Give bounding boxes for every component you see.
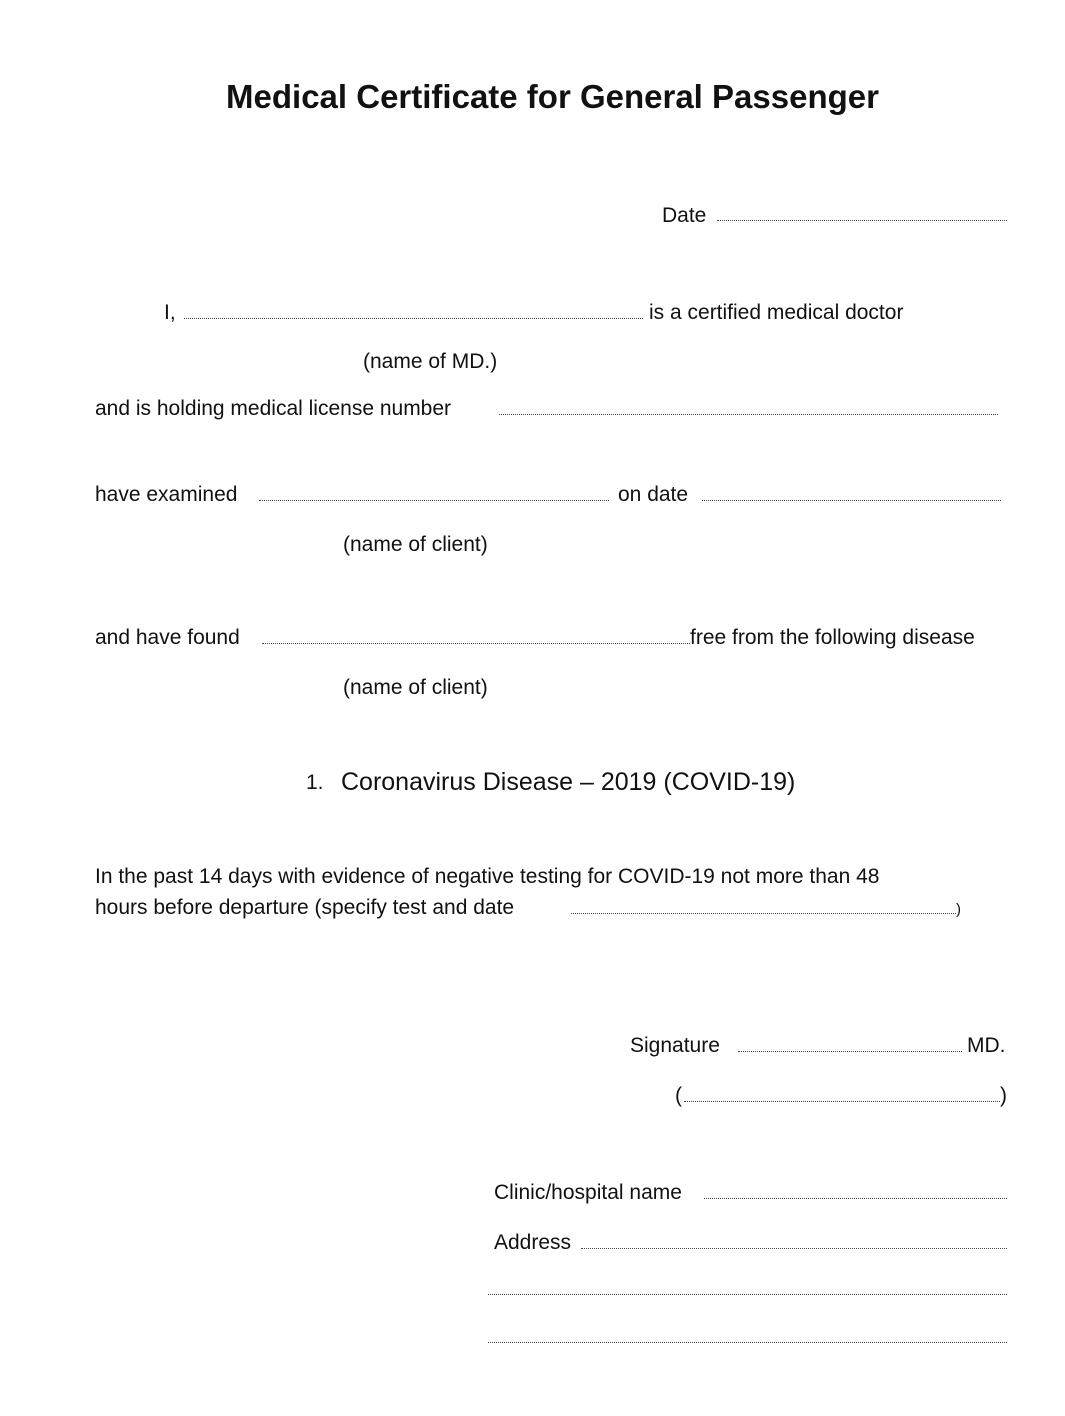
doctor-prefix: I, — [164, 301, 176, 324]
examined-label: have examined — [95, 483, 238, 506]
md-name-hint: (name of MD.) — [363, 350, 498, 373]
examined-client-field[interactable] — [259, 500, 609, 501]
found-label: and have found — [95, 626, 240, 649]
disease-number: 1. — [306, 771, 324, 794]
exam-date-field[interactable] — [702, 500, 1001, 501]
found-client-field[interactable] — [262, 643, 690, 644]
printed-name-field[interactable] — [684, 1101, 1000, 1102]
testing-close-paren: ) — [956, 901, 961, 918]
address-field-line-2[interactable] — [488, 1294, 1007, 1295]
printed-name-close-paren: ) — [1000, 1084, 1007, 1107]
free-from-disease-text: free from the following disease — [690, 626, 975, 649]
testing-text-line-2: hours before departure (specify test and date — [95, 896, 515, 919]
certified-doctor-text: is a certified medical doctor — [649, 301, 904, 324]
client-name-hint-2: (name of client) — [343, 676, 488, 699]
address-label: Address — [494, 1231, 572, 1254]
on-date-label: on date — [618, 483, 689, 506]
document-title: Medical Certificate for General Passenger — [226, 78, 879, 115]
address-field-line-3[interactable] — [488, 1342, 1007, 1343]
clinic-name-field[interactable] — [704, 1198, 1007, 1199]
disease-name: Coronavirus Disease – 2019 (COVID-19) — [341, 768, 796, 796]
testing-text-line-1: In the past 14 days with evidence of negative testing for COVID-19 not more than 48 — [95, 865, 880, 888]
md-suffix: MD. — [967, 1034, 1006, 1057]
doctor-name-field[interactable] — [184, 318, 643, 319]
license-number-field[interactable] — [499, 414, 998, 415]
date-label: Date — [662, 204, 707, 227]
clinic-name-label: Clinic/hospital name — [494, 1181, 682, 1204]
date-field[interactable] — [717, 220, 1007, 221]
signature-label: Signature — [630, 1034, 720, 1057]
license-label: and is holding medical license number — [95, 397, 452, 420]
test-and-date-field[interactable] — [571, 913, 956, 914]
address-field-line-1[interactable] — [581, 1248, 1007, 1249]
signature-field[interactable] — [738, 1051, 962, 1052]
client-name-hint-1: (name of client) — [343, 533, 488, 556]
printed-name-open-paren: ( — [675, 1084, 682, 1107]
